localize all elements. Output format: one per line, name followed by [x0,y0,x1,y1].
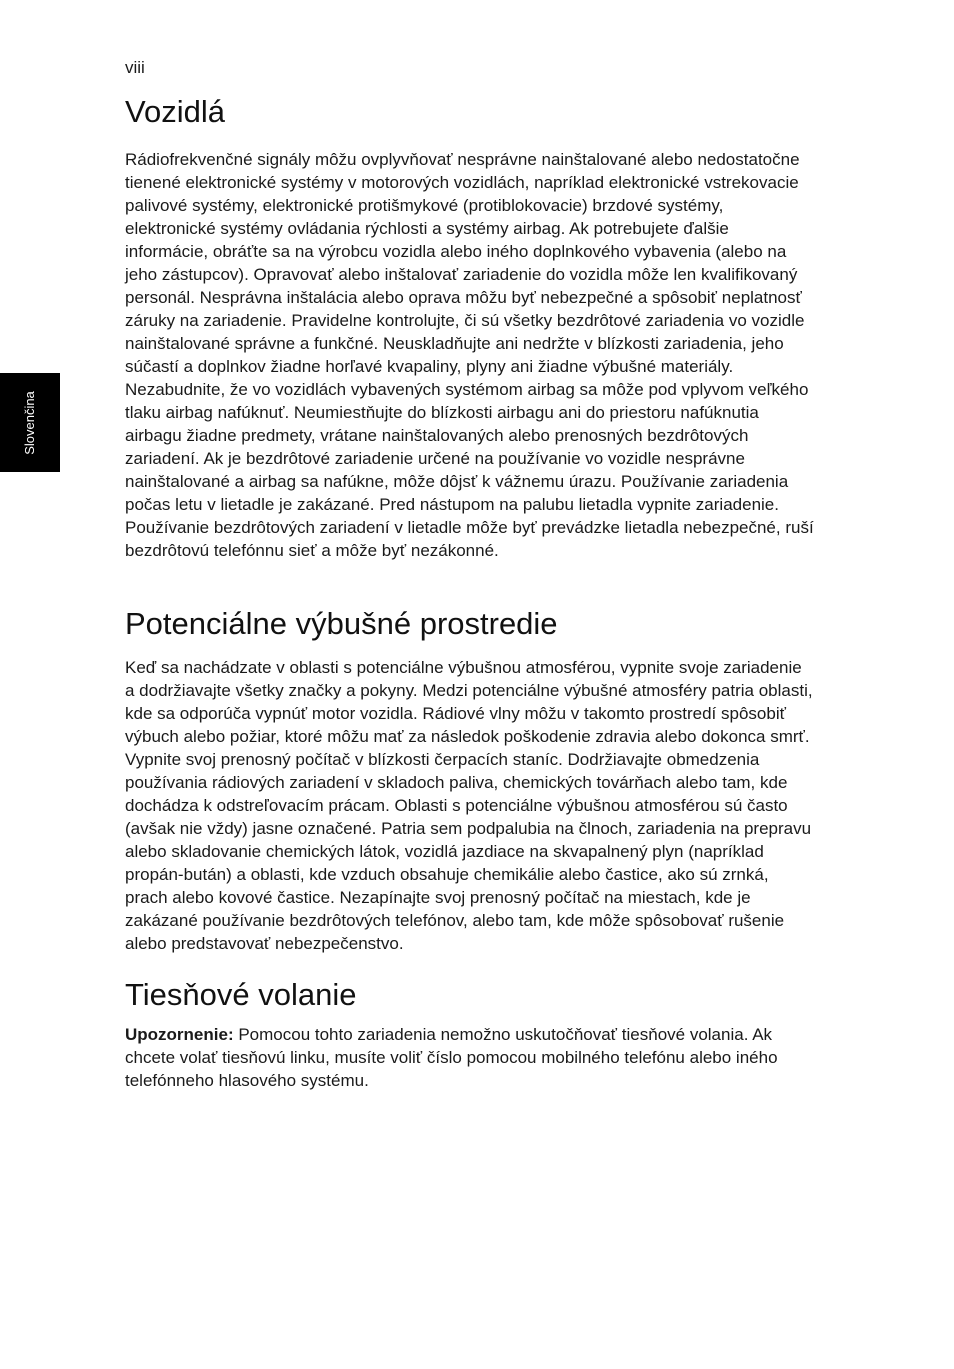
section-body-tiesnove-volanie [125,1023,815,1092]
section-heading-vozidla: Vozidlá [125,94,225,129]
page-number: viii [125,58,145,77]
language-tab-label: Slovenčina [22,391,37,455]
section-heading-vybusne-prostredie: Potenciálne výbušné prostredie [125,606,558,641]
language-side-tab [0,373,60,472]
section-body-vybusne-prostredie: Keď sa nachádzate v oblasti s potenciálne výbušnou atmosférou, vypnite svoje zariadenie a dodržiavajte všetky značky a pokyny. Medzi potenciálne výbušné atmosféry patria oblasti, kde sa odporúča vypnúť motor vozidla. Rádiové vlny môžu v takomto prostredí spôsobiť výbuch alebo požiar, ktoré môžu mať za následok poškodenie zdravia alebo dokonca smrť. Vypnite svoj prenosný počítač v blízkosti čerpacích staníc. Dodržiavajte obmedzenia používania rádiových zariadení v skladoch paliva, chemických továrňach alebo tam, kde dochádza k odstreľovacím prácam. Oblasti s potenciálne výbušnou atmosférou sú často (avšak nie vždy) jasne označené. Patria sem podpalubia na člnoch, zariadenia na prepravu alebo skladovanie chemických látok, vozidlá jazdiace na skvapalnený plyn (napríklad propán-bután) a oblasti, kde vzduch obsahuje chemikálie alebo častice, ako sú zrnká, prach alebo kovové častice. Nezapínajte svoj prenosný počítač na miestach, kde je zakázané používanie bezdrôtových telefónov, alebo tam, kde môže spôsobovať rušenie alebo predstavovať nebezpečenstvo. [125,658,813,953]
section-heading-tiesnove-volanie: Tiesňové volanie [125,977,357,1012]
page-content [125,92,815,1092]
section-body-vozidla: Rádiofrekvenčné signály môžu ovplyvňovať nesprávne nainštalované alebo nedostatočne tienené elektronické systémy v motorových vozidlách, napríklad elektronické vstrekovacie palivové systémy, elektronické protišmykové (protiblokovacie) brzdové systémy, elektronické systémy ovládania rýchlosti a systémy airbag. Ak potrebujete ďalšie informácie, obráťte sa na výrobcu vozidla alebo iného doplnkového vybavenia (alebo na jeho zástupcov). Opravovať alebo inštalovať zariadenie do vozidla môže len kvalifikovaný personál. Nesprávna inštalácia alebo oprava môžu byť nebezpečné a spôsobiť neplatnosť záruky na zariadenie. Pravidelne kontrolujte, či sú všetky bezdrôtové zariadenia vo vozidle nainštalované správne a funkčné. Neuskladňujte ani nedržte v blízkosti zariadenia, jeho súčastí a doplnkov žiadne horľavé kvapaliny, plyny ani žiadne výbušné materiály. Nezabudnite, že vo vozidlách vybavených systémom airbag sa môže pod vplyvom veľkého tlaku airbag nafúknuť. Neumiestňujte do blízkosti airbagu ani do priestoru nafúknutia airbagu žiadne predmety, vrátane nainštalovaných alebo prenosných bezdrôtových zariadení. Ak je bezdrôtové zariadenie určené na používanie vo vozidle nesprávne nainštalované a airbag sa nafúkne, môže dôjsť k vážnemu úrazu. Používanie zariadenia počas letu v lietadle je zakázané. Pred nástupom na palubu lietadla vypnite zariadenie. Používanie bezdrôtových zariadení v lietadle môže byť prevádzke lietadla nebezpečné, ruší bezdrôtovú telefónnu sieť a môže byť nezákonné. [125,150,814,560]
warning-text: Pomocou tohto zariadenia nemožno uskutočňovať tiesňové volania. Ak chcete volať tiesňovú linku, musíte voliť číslo pomocou mobilného telefónu alebo iného telefónneho hlasového systému. [125,1025,778,1090]
warning-label: Upozornenie: [125,1025,234,1044]
